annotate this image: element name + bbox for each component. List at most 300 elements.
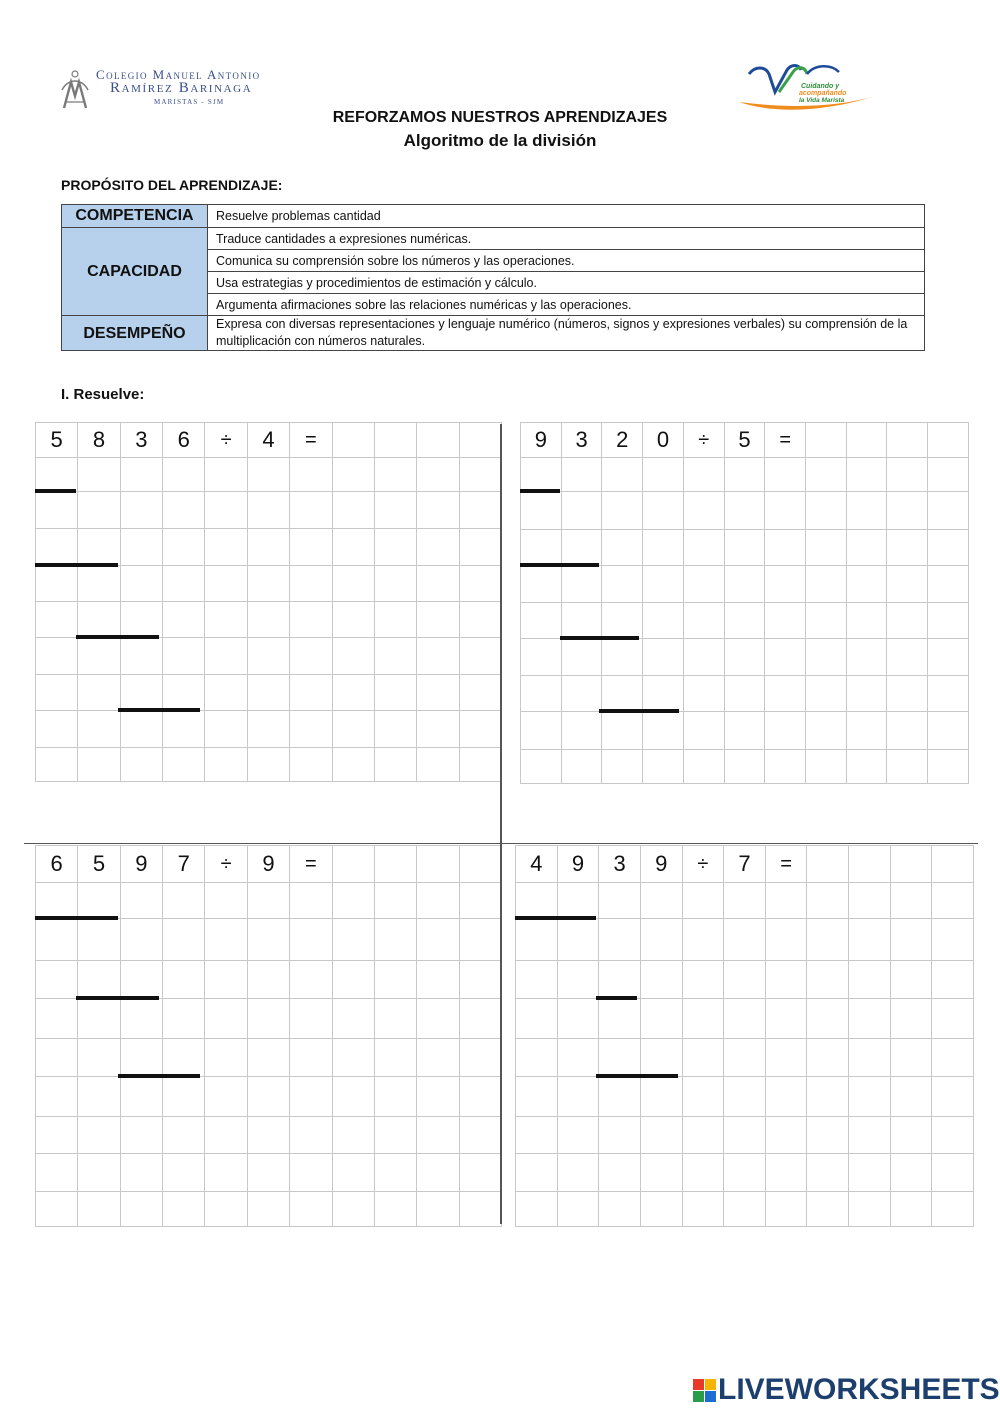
grid-cell[interactable] [417, 748, 459, 782]
grid-cell[interactable] [417, 529, 459, 566]
grid-cell[interactable] [643, 458, 684, 492]
grid-cell[interactable] [290, 1039, 332, 1077]
grid-cell[interactable] [205, 1077, 247, 1117]
grid-cell[interactable] [765, 530, 806, 566]
grid-cell[interactable] [36, 638, 78, 675]
grid-cell[interactable] [928, 492, 969, 530]
grid-cell[interactable] [846, 530, 887, 566]
grid-cell[interactable] [846, 712, 887, 750]
grid-cell[interactable] [78, 638, 120, 675]
grid-cell[interactable] [928, 566, 969, 603]
grid-cell[interactable] [521, 676, 562, 712]
grid-cell[interactable] [765, 999, 807, 1039]
grid-cell[interactable] [557, 1117, 599, 1154]
grid-cell[interactable] [247, 1077, 289, 1117]
grid-cell[interactable] [557, 1154, 599, 1192]
grid-cell[interactable] [417, 1077, 459, 1117]
grid-cell[interactable] [602, 676, 643, 712]
grid-cell[interactable]: 6 [163, 423, 205, 458]
grid-cell[interactable] [459, 1192, 501, 1227]
grid-cell[interactable] [765, 1154, 807, 1192]
grid-cell[interactable] [640, 1117, 682, 1154]
grid-cell[interactable] [417, 919, 459, 961]
grid-cell[interactable] [78, 566, 120, 602]
grid-cell[interactable] [163, 1192, 205, 1227]
grid-cell[interactable] [561, 492, 602, 530]
grid-cell[interactable] [765, 566, 806, 603]
division-grid-4[interactable] [515, 845, 974, 1227]
grid-cell[interactable] [806, 750, 847, 784]
grid-cell[interactable] [599, 883, 641, 919]
grid-cell[interactable] [643, 492, 684, 530]
grid-cell[interactable] [724, 492, 765, 530]
grid-cell[interactable] [332, 423, 374, 458]
grid-cell[interactable] [459, 675, 501, 711]
grid-cell[interactable] [374, 566, 416, 602]
division-grid-3[interactable] [35, 845, 502, 1227]
grid-cell[interactable] [683, 676, 724, 712]
grid-cell[interactable] [205, 883, 247, 919]
grid-cell[interactable] [557, 919, 599, 961]
grid-cell[interactable] [417, 883, 459, 919]
grid-cell[interactable] [247, 999, 289, 1039]
grid-cell[interactable] [205, 748, 247, 782]
grid-cell[interactable]: 8 [78, 423, 120, 458]
grid-cell[interactable] [78, 675, 120, 711]
grid-cell[interactable] [557, 1077, 599, 1117]
grid-cell[interactable] [36, 999, 78, 1039]
grid-cell[interactable] [332, 1192, 374, 1227]
grid-cell[interactable] [682, 961, 724, 999]
grid-cell[interactable] [417, 999, 459, 1039]
grid-cell[interactable] [332, 883, 374, 919]
grid-cell[interactable] [557, 961, 599, 999]
grid-cell[interactable] [643, 530, 684, 566]
grid-cell[interactable] [561, 639, 602, 676]
grid-cell[interactable] [599, 1192, 641, 1227]
grid-cell[interactable] [163, 602, 205, 638]
grid-cell[interactable] [682, 1039, 724, 1077]
grid-cell[interactable] [120, 961, 162, 999]
grid-cell[interactable] [561, 566, 602, 603]
grid-cell[interactable] [683, 492, 724, 530]
grid-cell[interactable] [120, 748, 162, 782]
grid-cell[interactable] [849, 961, 891, 999]
grid-cell[interactable]: 4 [516, 846, 558, 883]
grid-cell[interactable] [78, 458, 120, 492]
grid-cell[interactable] [932, 999, 974, 1039]
grid-cell[interactable] [290, 883, 332, 919]
grid-cell[interactable] [557, 1192, 599, 1227]
grid-cell[interactable] [557, 999, 599, 1039]
grid-cell[interactable] [205, 919, 247, 961]
grid-cell[interactable] [640, 1192, 682, 1227]
grid-cell[interactable] [374, 529, 416, 566]
grid-cell[interactable] [247, 458, 289, 492]
grid-cell[interactable] [683, 530, 724, 566]
grid-cell[interactable] [724, 750, 765, 784]
grid-cell[interactable] [516, 999, 558, 1039]
grid-cell[interactable] [417, 492, 459, 529]
grid-cell[interactable] [36, 919, 78, 961]
grid-cell[interactable]: = [290, 846, 332, 883]
grid-cell[interactable] [247, 1192, 289, 1227]
grid-cell[interactable] [890, 1077, 932, 1117]
grid-cell[interactable] [932, 961, 974, 999]
grid-cell[interactable] [332, 638, 374, 675]
grid-cell[interactable] [36, 883, 78, 919]
grid-cell[interactable] [205, 1192, 247, 1227]
grid-cell[interactable] [846, 750, 887, 784]
grid-cell[interactable] [683, 603, 724, 639]
grid-cell[interactable] [78, 748, 120, 782]
grid-cell[interactable] [417, 638, 459, 675]
grid-cell[interactable] [765, 1077, 807, 1117]
grid-cell[interactable] [932, 846, 974, 883]
grid-cell[interactable] [290, 529, 332, 566]
grid-cell[interactable] [807, 999, 849, 1039]
grid-cell[interactable] [163, 1154, 205, 1192]
grid-cell[interactable] [120, 919, 162, 961]
grid-cell[interactable] [120, 638, 162, 675]
grid-cell[interactable] [765, 676, 806, 712]
grid-cell[interactable] [120, 1192, 162, 1227]
grid-cell[interactable] [459, 566, 501, 602]
grid-cell[interactable] [120, 566, 162, 602]
grid-cell[interactable] [332, 458, 374, 492]
grid-cell[interactable] [640, 999, 682, 1039]
grid-cell[interactable]: 9 [640, 846, 682, 883]
grid-cell[interactable] [602, 603, 643, 639]
grid-cell[interactable]: ÷ [205, 846, 247, 883]
grid-cell[interactable] [374, 1039, 416, 1077]
grid-cell[interactable] [724, 566, 765, 603]
grid-cell[interactable] [290, 711, 332, 748]
grid-cell[interactable] [932, 1117, 974, 1154]
grid-cell[interactable] [120, 1117, 162, 1154]
grid-cell[interactable] [290, 675, 332, 711]
grid-cell[interactable] [807, 883, 849, 919]
grid-cell[interactable] [561, 603, 602, 639]
grid-cell[interactable] [417, 423, 459, 458]
grid-cell[interactable] [683, 639, 724, 676]
grid-cell[interactable] [561, 458, 602, 492]
grid-cell[interactable] [807, 919, 849, 961]
grid-cell[interactable] [724, 676, 765, 712]
grid-cell[interactable] [332, 748, 374, 782]
grid-cell[interactable] [290, 748, 332, 782]
grid-cell[interactable] [765, 1192, 807, 1227]
grid-cell[interactable] [247, 529, 289, 566]
grid-cell[interactable] [332, 1154, 374, 1192]
grid-cell[interactable] [849, 1117, 891, 1154]
grid-cell[interactable] [682, 883, 724, 919]
grid-cell[interactable]: 6 [36, 846, 78, 883]
grid-cell[interactable] [120, 458, 162, 492]
grid-cell[interactable] [290, 919, 332, 961]
grid-cell[interactable]: 3 [561, 423, 602, 458]
grid-cell[interactable] [78, 492, 120, 529]
grid-cell[interactable] [332, 846, 374, 883]
grid-cell[interactable]: 5 [36, 423, 78, 458]
grid-cell[interactable] [932, 883, 974, 919]
grid-cell[interactable] [36, 1154, 78, 1192]
grid-cell[interactable] [849, 1039, 891, 1077]
grid-cell[interactable]: 0 [643, 423, 684, 458]
grid-cell[interactable] [682, 999, 724, 1039]
grid-cell[interactable] [78, 711, 120, 748]
grid-cell[interactable] [846, 639, 887, 676]
grid-cell[interactable] [890, 919, 932, 961]
grid-cell[interactable] [846, 566, 887, 603]
grid-cell[interactable] [724, 883, 766, 919]
grid-cell[interactable] [602, 639, 643, 676]
grid-cell[interactable] [521, 530, 562, 566]
grid-cell[interactable] [374, 748, 416, 782]
grid-cell[interactable] [36, 1192, 78, 1227]
grid-cell[interactable] [417, 602, 459, 638]
grid-cell[interactable] [765, 883, 807, 919]
grid-cell[interactable] [163, 999, 205, 1039]
grid-cell[interactable] [163, 458, 205, 492]
grid-cell[interactable] [557, 883, 599, 919]
grid-cell[interactable] [247, 883, 289, 919]
grid-cell[interactable] [247, 1154, 289, 1192]
grid-cell[interactable] [806, 492, 847, 530]
grid-cell[interactable] [247, 492, 289, 529]
grid-cell[interactable] [807, 961, 849, 999]
grid-cell[interactable] [765, 492, 806, 530]
grid-cell[interactable] [682, 1117, 724, 1154]
grid-cell[interactable] [640, 961, 682, 999]
grid-cell[interactable] [290, 1117, 332, 1154]
grid-cell[interactable] [374, 883, 416, 919]
grid-cell[interactable] [163, 711, 205, 748]
grid-cell[interactable] [887, 712, 928, 750]
grid-cell[interactable] [163, 492, 205, 529]
grid-cell[interactable] [36, 602, 78, 638]
grid-cell[interactable] [36, 1077, 78, 1117]
grid-cell[interactable] [163, 919, 205, 961]
grid-cell[interactable] [807, 1039, 849, 1077]
grid-cell[interactable] [417, 961, 459, 999]
grid-cell[interactable] [516, 883, 558, 919]
grid-cell[interactable]: 7 [724, 846, 766, 883]
grid-cell[interactable] [599, 1117, 641, 1154]
grid-cell[interactable] [163, 1077, 205, 1117]
grid-cell[interactable] [849, 1192, 891, 1227]
grid-cell[interactable] [887, 750, 928, 784]
grid-cell[interactable] [459, 711, 501, 748]
grid-cell[interactable] [682, 1192, 724, 1227]
grid-cell[interactable] [643, 712, 684, 750]
grid-cell[interactable] [602, 712, 643, 750]
grid-cell[interactable] [887, 676, 928, 712]
grid-cell[interactable] [724, 999, 766, 1039]
grid-cell[interactable] [374, 711, 416, 748]
grid-cell[interactable] [374, 846, 416, 883]
grid-cell[interactable] [521, 566, 562, 603]
grid-cell[interactable] [78, 883, 120, 919]
grid-cell[interactable] [417, 1154, 459, 1192]
grid-cell[interactable] [724, 1117, 766, 1154]
grid-cell[interactable] [163, 529, 205, 566]
grid-cell[interactable] [521, 603, 562, 639]
grid-cell[interactable] [846, 423, 887, 458]
grid-cell[interactable] [765, 750, 806, 784]
division-grid-2[interactable] [520, 422, 969, 784]
grid-cell[interactable] [682, 1154, 724, 1192]
grid-cell[interactable] [120, 675, 162, 711]
grid-cell[interactable] [890, 1117, 932, 1154]
grid-cell[interactable] [807, 1154, 849, 1192]
grid-cell[interactable] [459, 748, 501, 782]
grid-cell[interactable] [928, 423, 969, 458]
grid-cell[interactable] [806, 458, 847, 492]
grid-cell[interactable] [78, 999, 120, 1039]
grid-cell[interactable] [78, 529, 120, 566]
grid-cell[interactable] [459, 602, 501, 638]
grid-cell[interactable] [290, 638, 332, 675]
grid-cell[interactable] [846, 603, 887, 639]
grid-cell[interactable] [417, 1039, 459, 1077]
grid-cell[interactable] [928, 639, 969, 676]
grid-cell[interactable] [205, 1154, 247, 1192]
grid-cell[interactable] [36, 492, 78, 529]
grid-cell[interactable] [724, 1192, 766, 1227]
grid-cell[interactable] [806, 423, 847, 458]
grid-cell[interactable] [806, 603, 847, 639]
grid-cell[interactable] [36, 961, 78, 999]
grid-cell[interactable] [78, 1117, 120, 1154]
grid-cell[interactable]: ÷ [682, 846, 724, 883]
grid-cell[interactable] [290, 602, 332, 638]
grid-cell[interactable]: 9 [557, 846, 599, 883]
grid-cell[interactable] [516, 1192, 558, 1227]
grid-cell[interactable] [561, 530, 602, 566]
grid-cell[interactable] [332, 999, 374, 1039]
grid-cell[interactable] [205, 711, 247, 748]
grid-cell[interactable] [516, 1117, 558, 1154]
grid-cell[interactable] [602, 750, 643, 784]
grid-cell[interactable] [887, 603, 928, 639]
grid-cell[interactable] [643, 603, 684, 639]
grid-cell[interactable] [765, 603, 806, 639]
grid-cell[interactable] [417, 566, 459, 602]
grid-cell[interactable] [163, 675, 205, 711]
grid-cell[interactable] [205, 602, 247, 638]
grid-cell[interactable] [682, 1077, 724, 1117]
grid-cell[interactable]: = [290, 423, 332, 458]
grid-cell[interactable]: 9 [247, 846, 289, 883]
grid-cell[interactable] [928, 712, 969, 750]
grid-cell[interactable] [765, 919, 807, 961]
grid-cell[interactable] [890, 846, 932, 883]
grid-cell[interactable] [332, 566, 374, 602]
grid-cell[interactable] [290, 1077, 332, 1117]
grid-cell[interactable] [374, 602, 416, 638]
grid-cell[interactable] [78, 602, 120, 638]
grid-cell[interactable]: 9 [521, 423, 562, 458]
grid-cell[interactable] [290, 961, 332, 999]
grid-cell[interactable] [36, 675, 78, 711]
grid-cell[interactable] [332, 919, 374, 961]
grid-cell[interactable] [247, 711, 289, 748]
grid-cell[interactable] [120, 1154, 162, 1192]
grid-cell[interactable] [332, 675, 374, 711]
grid-cell[interactable] [417, 675, 459, 711]
grid-cell[interactable] [163, 1039, 205, 1077]
grid-cell[interactable] [36, 1117, 78, 1154]
grid-cell[interactable] [417, 846, 459, 883]
grid-cell[interactable] [120, 602, 162, 638]
grid-cell[interactable] [765, 639, 806, 676]
grid-cell[interactable] [765, 961, 807, 999]
grid-cell[interactable] [247, 961, 289, 999]
grid-cell[interactable] [374, 999, 416, 1039]
grid-cell[interactable] [643, 639, 684, 676]
grid-cell[interactable] [724, 1077, 766, 1117]
grid-cell[interactable] [459, 919, 501, 961]
grid-cell[interactable] [521, 750, 562, 784]
grid-cell[interactable] [599, 919, 641, 961]
grid-cell[interactable] [599, 1039, 641, 1077]
grid-cell[interactable] [163, 883, 205, 919]
grid-cell[interactable] [724, 961, 766, 999]
grid-cell[interactable] [516, 1077, 558, 1117]
grid-cell[interactable] [887, 639, 928, 676]
grid-cell[interactable] [602, 492, 643, 530]
grid-cell[interactable] [247, 675, 289, 711]
grid-cell[interactable] [765, 458, 806, 492]
grid-cell[interactable] [932, 919, 974, 961]
grid-cell[interactable] [205, 458, 247, 492]
grid-cell[interactable] [417, 711, 459, 748]
grid-cell[interactable] [163, 748, 205, 782]
grid-cell[interactable] [724, 639, 765, 676]
grid-cell[interactable] [807, 1192, 849, 1227]
grid-cell[interactable] [374, 1192, 416, 1227]
grid-cell[interactable] [36, 566, 78, 602]
grid-cell[interactable]: 7 [163, 846, 205, 883]
grid-cell[interactable] [806, 639, 847, 676]
grid-cell[interactable] [765, 1117, 807, 1154]
grid-cell[interactable] [332, 492, 374, 529]
grid-cell[interactable] [332, 1039, 374, 1077]
grid-cell[interactable] [36, 458, 78, 492]
grid-cell[interactable] [374, 675, 416, 711]
grid-cell[interactable]: 3 [120, 423, 162, 458]
grid-cell[interactable] [599, 1154, 641, 1192]
grid-cell[interactable] [806, 676, 847, 712]
grid-cell[interactable] [459, 638, 501, 675]
grid-cell[interactable] [724, 458, 765, 492]
grid-cell[interactable] [459, 1039, 501, 1077]
grid-cell[interactable] [459, 492, 501, 529]
grid-cell[interactable] [36, 1039, 78, 1077]
grid-cell[interactable]: 5 [78, 846, 120, 883]
grid-cell[interactable] [247, 1117, 289, 1154]
grid-cell[interactable] [640, 1154, 682, 1192]
grid-cell[interactable] [806, 530, 847, 566]
grid-cell[interactable] [120, 999, 162, 1039]
grid-cell[interactable] [928, 676, 969, 712]
grid-cell[interactable] [374, 1117, 416, 1154]
grid-cell[interactable] [36, 529, 78, 566]
grid-cell[interactable] [807, 1077, 849, 1117]
grid-cell[interactable] [120, 529, 162, 566]
grid-cell[interactable] [516, 1154, 558, 1192]
